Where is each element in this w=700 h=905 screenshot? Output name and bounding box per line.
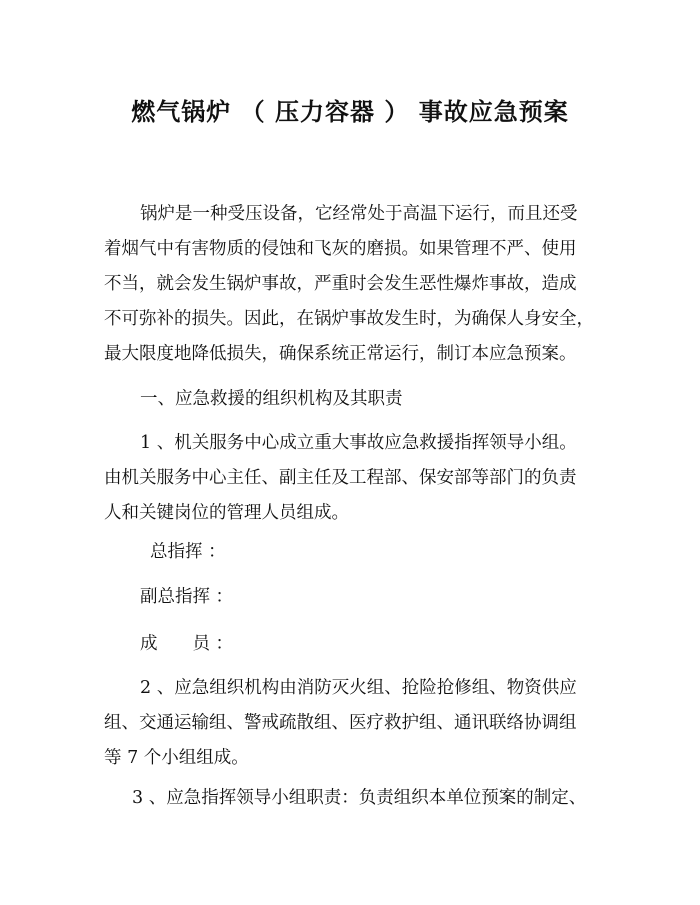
document-title: 燃气锅炉 （ 压力容器 ） 事故应急预案	[131, 97, 569, 126]
paragraph-line: 2 、应急组织机构由消防灭火组、抢险抢修组、物资供应	[140, 678, 577, 698]
paragraph-line: 1 、机关服务中心成立重大事故应急救援指挥领导小组。	[140, 433, 577, 453]
paragraph-line: 由机关服务中心主任、副主任及工程部、保安部等部门的负责	[104, 468, 577, 488]
paragraph-line: 3 、应急指挥领导小组职责：负责组织本单位预案的制定、	[132, 788, 587, 808]
paragraph-line: 着烟气中有害物质的侵蚀和飞灰的磨损。如果管理不严、使用	[104, 239, 577, 259]
section-heading: 一、应急救援的组织机构及其职责	[140, 389, 403, 409]
paragraph-line: 不当，就会发生锅炉事故，严重时会发生恶性爆炸事故，造成	[104, 274, 577, 294]
paragraph-line: 不可弥补的损失。因此，在锅炉事故发生时，为确保人身安全，	[104, 309, 594, 329]
paragraph-line: 组、交通运输组、警戒疏散组、医疗救护组、通讯联络协调组	[104, 713, 577, 733]
deputy-commander-label: 副总指挥 ：	[140, 587, 234, 607]
members-label: 成 员 ：	[140, 634, 234, 654]
paragraph-line: 最大限度地降低损失，确保系统正常运行，制订本应急预案。	[104, 344, 577, 364]
commander-label: 总指挥 ：	[150, 542, 226, 562]
paragraph-line: 锅炉是一种受压设备，它经常处于高温下运行，而且还受	[140, 204, 578, 224]
paragraph-line: 人和关键岗位的管理人员组成。	[104, 503, 349, 523]
paragraph-line: 等 7 个小组组成。	[104, 748, 249, 768]
